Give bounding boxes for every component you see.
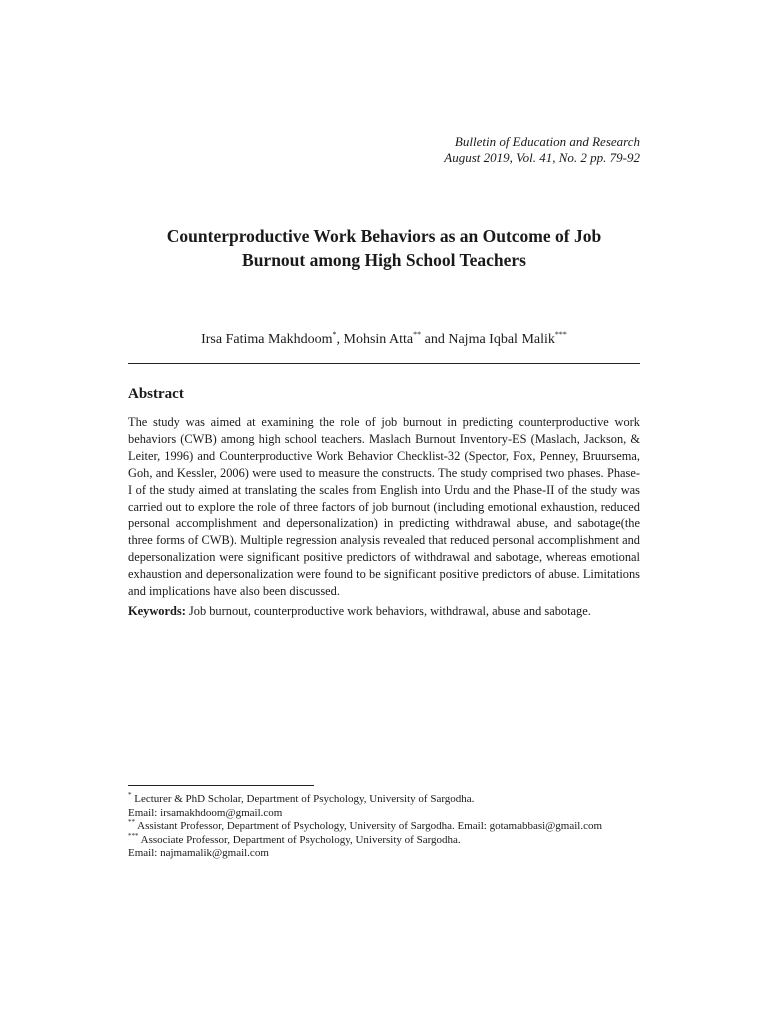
footnote-divider xyxy=(128,785,314,786)
footnote-1 xyxy=(128,793,640,807)
author-3-footnote-mark: *** xyxy=(554,330,567,339)
footnote-2 xyxy=(128,820,640,834)
footnote-1-mark: * xyxy=(128,791,132,799)
author-2-footnote-mark: ** xyxy=(413,330,422,339)
author-separator-2: and xyxy=(421,332,449,347)
author-3: Najma Iqbal Malik xyxy=(448,332,555,347)
footnote-1-email: Email: irsamakhdoom@gmail.com xyxy=(128,806,283,819)
footnote-3 xyxy=(128,831,640,848)
footnote-2-mark: ** xyxy=(128,818,135,826)
keywords-label: Keywords: xyxy=(128,604,186,618)
journal-header xyxy=(444,134,640,166)
footnote-1-text: Lecturer & PhD Scholar, Department of Psychology, University of Sargodha. xyxy=(131,793,475,805)
abstract-heading: Abstract xyxy=(128,386,184,402)
footnote-2-text: Assistant Professor, Department of Psychology, University of Sargodha. Email: gotamabbasi@gmail.com xyxy=(135,820,603,832)
author-1-footnote-mark: * xyxy=(332,330,337,339)
author-1: Irsa Fatima Makhdoom xyxy=(201,332,333,347)
author-separator-1: , xyxy=(336,332,344,347)
paper-title xyxy=(128,224,640,272)
footnote-3-email: Email: najmamalik@gmail.com xyxy=(128,847,269,859)
author-divider xyxy=(128,363,640,364)
footnote-3-text: Associate Professor, Department of Psychology, University of Sargodha. xyxy=(138,833,461,846)
keywords-text: Job burnout, counterproductive work behaviors, withdrawal, abuse and sabotage. xyxy=(185,604,591,618)
footnotes xyxy=(128,793,640,861)
journal-issue: August 2019, Vol. 41, No. 2 pp. 79-92 xyxy=(444,150,640,165)
author-2: Mohsin Atta xyxy=(343,332,414,347)
author-list xyxy=(128,331,640,349)
keywords xyxy=(128,603,640,620)
journal-name: Bulletin of Education and Research xyxy=(454,134,640,149)
footnote-3-mark: *** xyxy=(128,831,139,840)
abstract-body: The study was aimed at examining the role of job burnout in predicting counterproductive work behaviors (CWB) among high school teachers. Maslach Burnout Inventory-ES (Maslach, Jackson, & Leiter, 1996) and Counterproductive Work Behavior Checklist-32 (Spector, Fox, Penney, Bruursema, Goh, and Kessler, 2006) were used to measure the constructs. The study comprised two phases. Phase-I of the study aimed at translating the scales from English into Urdu and the Phase-II of the study was carried out to explore the role of three factors of job burnout (including emotional exhaustion, reduced personal accomplishment and depersonalization) in predicting withdrawal abuse, and sabotage(the three forms of CWB). Multiple regression analysis revealed that reduced personal accomplishment and depersonalization were significant positive predictors of withdrawal and sabotage, whereas emotional exhaustion and depersonalization were found to be significant positive predictors of abuse. Limitations and implications have also been discussed. xyxy=(128,415,640,599)
paper-title-line-1: Counterproductive Work Behaviors as an Outcome of Job xyxy=(166,226,602,246)
paper-title-line-2: Burnout among High School Teachers xyxy=(242,250,526,270)
